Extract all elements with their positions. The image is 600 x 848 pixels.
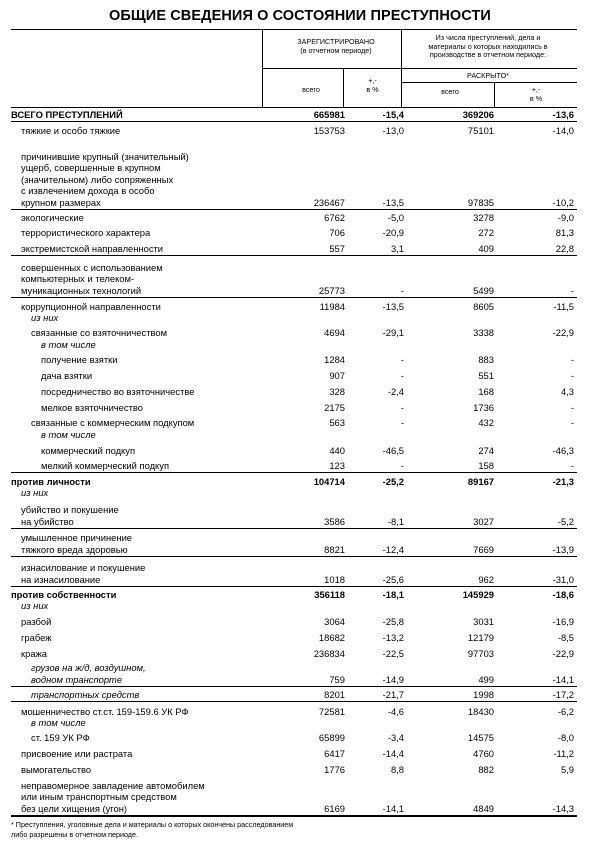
solved-total-cell: 145929	[462, 588, 494, 600]
table-row	[11, 600, 577, 611]
solved-total-cell: 551	[478, 369, 494, 381]
registered-change-cell: -12,4	[382, 543, 404, 555]
row-divider	[11, 556, 577, 557]
registered-total-cell: 440	[329, 444, 345, 456]
registered-change-cell: -2,4	[387, 385, 404, 397]
table-row	[11, 614, 577, 627]
registered-total-cell: 25773	[318, 284, 345, 296]
row-label: мошенничество ст.ст. 159-159.6 УК РФ	[21, 705, 189, 717]
registered-change-cell: -46,5	[382, 444, 404, 456]
solved-change-cell: 81,3	[555, 226, 574, 238]
registered-total-cell: 328	[329, 385, 345, 397]
row-divider	[11, 121, 577, 122]
row-label: экологические	[21, 211, 84, 223]
row-label: из них	[31, 311, 59, 323]
solved-change-cell: -	[570, 401, 574, 413]
header-investigated: Из числа преступлений, дела и материалы о которых находились в производстве в отчетном периоде:	[428, 33, 548, 60]
row-label: террористического характера	[21, 226, 151, 238]
row-label: мелкое взяточничество	[41, 401, 143, 413]
table-row	[11, 630, 577, 643]
solved-change-cell: -8,0	[557, 731, 574, 743]
row-label: получение взятки	[41, 353, 118, 365]
row-divider	[11, 701, 577, 702]
row-divider	[11, 586, 577, 587]
registered-change-cell: -15,4	[382, 108, 404, 120]
solved-change-cell: -14,1	[552, 673, 574, 685]
registered-total-cell: 907	[329, 369, 345, 381]
registered-total-cell: 4694	[324, 326, 345, 338]
registered-change-cell: -25,8	[382, 615, 404, 627]
registered-total-cell: 759	[329, 673, 345, 685]
row-label: умышленное причинение тяжкого вреда здоровью	[21, 532, 133, 555]
row-divider	[11, 255, 577, 256]
row-label: связанные со взяточничеством	[31, 326, 168, 338]
table-row	[11, 415, 577, 428]
row-label: коррупционной направленности	[21, 300, 161, 312]
row-label: грузов на ж/д, воздушном, водном транспорте	[31, 662, 146, 685]
solved-change-cell: -	[570, 459, 574, 471]
row-label: причинившие крупный (значительный) ущерб, совершенные в крупном (значительном) либо сопряженных с извлечением дохода в особо крупном размерах	[21, 150, 189, 208]
solved-change-cell: -8,5	[557, 631, 574, 643]
solved-change-cell: -	[570, 284, 574, 296]
registered-change-cell: -	[400, 369, 404, 381]
table-row	[11, 299, 577, 312]
registered-total-cell: 11984	[319, 300, 345, 312]
solved-total-cell: 1998	[473, 688, 494, 700]
registered-change-cell: -22,5	[382, 647, 404, 659]
row-label: мелкий коммерческий подкуп	[41, 459, 170, 471]
solved-change-cell: -13,6	[552, 108, 574, 120]
row-label: дача взятки	[41, 369, 93, 381]
table-row	[11, 210, 577, 223]
table-row	[11, 384, 577, 397]
row-label: ВСЕГО ПРЕСТУПЛЕНИЙ	[11, 108, 123, 120]
table-row	[11, 746, 577, 759]
registered-change-cell: -14,4	[382, 747, 404, 759]
table-row	[11, 502, 577, 527]
registered-change-cell: 3,1	[390, 242, 404, 254]
registered-total-cell: 1284	[324, 353, 345, 365]
solved-change-cell: -22,9	[552, 326, 574, 338]
solved-change-cell: -18,6	[552, 588, 574, 600]
solved-total-cell: 14575	[467, 731, 494, 743]
row-label: кража	[21, 647, 48, 659]
registered-total-cell: 236467	[313, 196, 345, 208]
row-label: ст. 159 УК РФ	[31, 731, 90, 743]
solved-total-cell: 1736	[473, 401, 494, 413]
table-row	[11, 730, 577, 743]
solved-total-cell: 274	[478, 444, 494, 456]
solved-total-cell: 89167	[467, 475, 494, 487]
solved-change-cell: -13,9	[552, 543, 574, 555]
registered-change-cell: -13,2	[382, 631, 404, 643]
solved-change-cell: 4,3	[560, 385, 574, 397]
row-label: изнасилование и покушение на изнасилование	[21, 562, 146, 585]
row-divider	[11, 528, 577, 529]
solved-change-cell: -	[570, 353, 574, 365]
registered-total-cell: 123	[329, 459, 345, 471]
table-row	[11, 588, 577, 600]
registered-total-cell: 236834	[313, 647, 345, 659]
solved-total-cell: 8605	[473, 300, 494, 312]
registered-total-cell: 8821	[324, 543, 345, 555]
table-row	[11, 368, 577, 381]
solved-total-cell: 97835	[467, 196, 494, 208]
registered-total-cell: 3064	[324, 615, 345, 627]
table-row	[11, 339, 577, 350]
solved-change-cell: -21,3	[552, 475, 574, 487]
solved-total-cell: 12179	[467, 631, 494, 643]
table-row	[11, 140, 577, 208]
registered-total-cell: 6169	[324, 802, 345, 814]
header-solved-change: +,- в %	[529, 85, 543, 103]
solved-change-cell: -17,2	[552, 688, 574, 700]
registered-change-cell: -	[400, 459, 404, 471]
solved-total-cell: 272	[478, 226, 494, 238]
solved-total-cell: 3027	[473, 515, 494, 527]
row-label: из них	[21, 486, 49, 498]
solved-total-cell: 369206	[462, 108, 494, 120]
solved-total-cell: 3031	[473, 615, 494, 627]
solved-total-cell: 4760	[473, 747, 494, 759]
row-label: грабеж	[21, 631, 52, 643]
table-row	[11, 429, 577, 440]
header-solved: РАСКРЫТО*	[467, 71, 509, 80]
table-row	[11, 400, 577, 413]
footnote: * Преступления, уголовные дела и материалы о которых окончены расследованием либо разрешены в отчетном периоде.	[11, 820, 294, 839]
registered-change-cell: -	[400, 416, 404, 428]
solved-total-cell: 883	[478, 353, 494, 365]
registered-change-cell: -13,5	[382, 300, 404, 312]
registered-change-cell: -8,1	[387, 515, 404, 527]
table-row	[11, 458, 577, 471]
registered-total-cell: 1018	[324, 573, 345, 585]
registered-total-cell: 18682	[318, 631, 345, 643]
registered-change-cell: 8,8	[390, 763, 404, 775]
table-row	[11, 241, 577, 254]
row-label: экстремистской направленности	[21, 242, 164, 254]
solved-change-cell: 22,8	[555, 242, 574, 254]
solved-change-cell: -11,2	[553, 747, 574, 759]
table-row	[11, 258, 577, 296]
registered-change-cell: -	[400, 353, 404, 365]
solved-change-cell: -16,9	[552, 615, 574, 627]
solved-total-cell: 882	[478, 763, 494, 775]
registered-change-cell: -14,9	[382, 673, 404, 685]
title-rule	[11, 29, 577, 30]
solved-change-cell: -14,0	[552, 124, 574, 136]
table-row	[11, 646, 577, 659]
registered-total-cell: 356118	[314, 588, 345, 600]
table-row	[11, 530, 577, 555]
registered-change-cell: -3,4	[387, 731, 404, 743]
row-label: посредничество во взяточничестве	[41, 385, 195, 397]
solved-total-cell: 5499	[473, 284, 494, 296]
table-row	[11, 687, 577, 700]
table-row	[11, 660, 577, 685]
solved-change-cell: -22,9	[552, 647, 574, 659]
row-label: неправомерное завладение автомобилем или иным транспортным средством без цели хищения (угон)	[21, 779, 205, 814]
table-row	[11, 704, 577, 717]
row-label: в том числе	[41, 338, 96, 350]
registered-total-cell: 706	[329, 226, 345, 238]
solved-change-cell: -46,3	[552, 444, 574, 456]
registered-change-cell: -	[400, 284, 404, 296]
registered-change-cell: -5,0	[387, 211, 404, 223]
solved-change-cell: -14,3	[552, 802, 574, 814]
solved-total-cell: 409	[478, 242, 494, 254]
solved-change-cell: -10,2	[552, 196, 574, 208]
solved-change-cell: 5,9	[560, 763, 574, 775]
row-label: против собственности	[11, 588, 117, 600]
solved-total-cell: 18430	[467, 705, 494, 717]
registered-change-cell: -14,1	[382, 802, 404, 814]
row-label: против личности	[11, 475, 91, 487]
registered-change-cell: -4,6	[387, 705, 404, 717]
row-label: связанные с коммерческим подкупом	[31, 416, 195, 428]
solved-total-cell: 158	[478, 459, 494, 471]
solved-change-cell: -5,2	[557, 515, 574, 527]
solved-change-cell: -	[570, 369, 574, 381]
row-label: в том числе	[41, 428, 96, 440]
table-row	[11, 325, 577, 338]
registered-total-cell: 65899	[318, 731, 345, 743]
solved-total-cell: 499	[478, 673, 494, 685]
solved-total-cell: 3338	[473, 326, 494, 338]
registered-total-cell: 1776	[324, 763, 345, 775]
solved-total-cell: 97703	[467, 647, 494, 659]
registered-total-cell: 6417	[324, 747, 345, 759]
table-row	[11, 475, 577, 487]
registered-change-cell: -21,7	[382, 688, 404, 700]
table-row	[11, 225, 577, 238]
table-row	[11, 108, 577, 120]
solved-change-cell: -31,0	[552, 573, 574, 585]
registered-total-cell: 6762	[324, 211, 345, 223]
registered-total-cell: 557	[329, 242, 345, 254]
row-label: из них	[21, 599, 49, 611]
row-label: тяжкие и особо тяжкие	[21, 124, 121, 136]
registered-change-cell: -13,0	[382, 124, 404, 136]
registered-total-cell: 3586	[324, 515, 345, 527]
row-label: в том числе	[31, 716, 86, 728]
row-divider	[11, 297, 577, 298]
solved-total-cell: 7669	[473, 543, 494, 555]
solved-total-cell: 168	[478, 385, 494, 397]
table-row	[11, 560, 577, 585]
solved-change-cell: -9,0	[557, 211, 574, 223]
table-row	[11, 776, 577, 814]
header-registered-change: +,- в %	[366, 76, 379, 94]
row-divider	[11, 472, 577, 473]
solved-total-cell: 75101	[467, 124, 494, 136]
table-row	[11, 123, 577, 136]
table-row	[11, 352, 577, 365]
registered-total-cell: 153753	[313, 124, 345, 136]
page-title: ОБЩИЕ СВЕДЕНИЯ О СОСТОЯНИИ ПРЕСТУПНОСТИ	[109, 8, 491, 24]
solved-total-cell: 4849	[473, 802, 494, 814]
row-label: убийство и покушение на убийство	[21, 504, 119, 527]
table-row	[11, 487, 577, 498]
header-registered: ЗАРЕГИСТРИРОВАНО (в отчетном периоде)	[297, 37, 375, 55]
registered-change-cell: -	[400, 401, 404, 413]
solved-total-cell: 3278	[473, 211, 494, 223]
registered-total-cell: 104714	[313, 475, 345, 487]
row-label: коммерческий подкуп	[41, 444, 136, 456]
registered-change-cell: -29,1	[382, 326, 404, 338]
registered-total-cell: 2175	[324, 401, 345, 413]
registered-total-cell: 8201	[324, 688, 345, 700]
table-row	[11, 443, 577, 456]
registered-change-cell: -25,6	[382, 573, 404, 585]
row-label: совершенных с использованием компьютерных и телеком- муникационных технологий	[21, 261, 163, 296]
table-row	[11, 717, 577, 728]
registered-change-cell: -18,1	[382, 588, 404, 600]
header-solved-total: всего	[441, 87, 459, 96]
table-row	[11, 762, 577, 775]
registered-total-cell: 563	[329, 416, 345, 428]
solved-change-cell: -6,2	[557, 705, 574, 717]
registered-total-cell: 665981	[313, 108, 345, 120]
row-label: присвоение или растрата	[21, 747, 133, 759]
registered-change-cell: -25,2	[382, 475, 404, 487]
row-label: транспортных средств	[31, 688, 140, 700]
table-bottom-rule	[11, 816, 577, 817]
table-row	[11, 312, 577, 323]
registered-change-cell: -20,9	[382, 226, 404, 238]
solved-total-cell: 962	[478, 573, 494, 585]
row-label: разбой	[21, 615, 52, 627]
solved-total-cell: 432	[478, 416, 494, 428]
row-label: вымогательство	[21, 763, 92, 775]
registered-change-cell: -13,5	[382, 196, 404, 208]
header-registered-total: всего	[302, 85, 320, 94]
registered-total-cell: 72581	[318, 705, 345, 717]
solved-change-cell: -	[570, 416, 574, 428]
solved-change-cell: -11,5	[553, 300, 574, 312]
